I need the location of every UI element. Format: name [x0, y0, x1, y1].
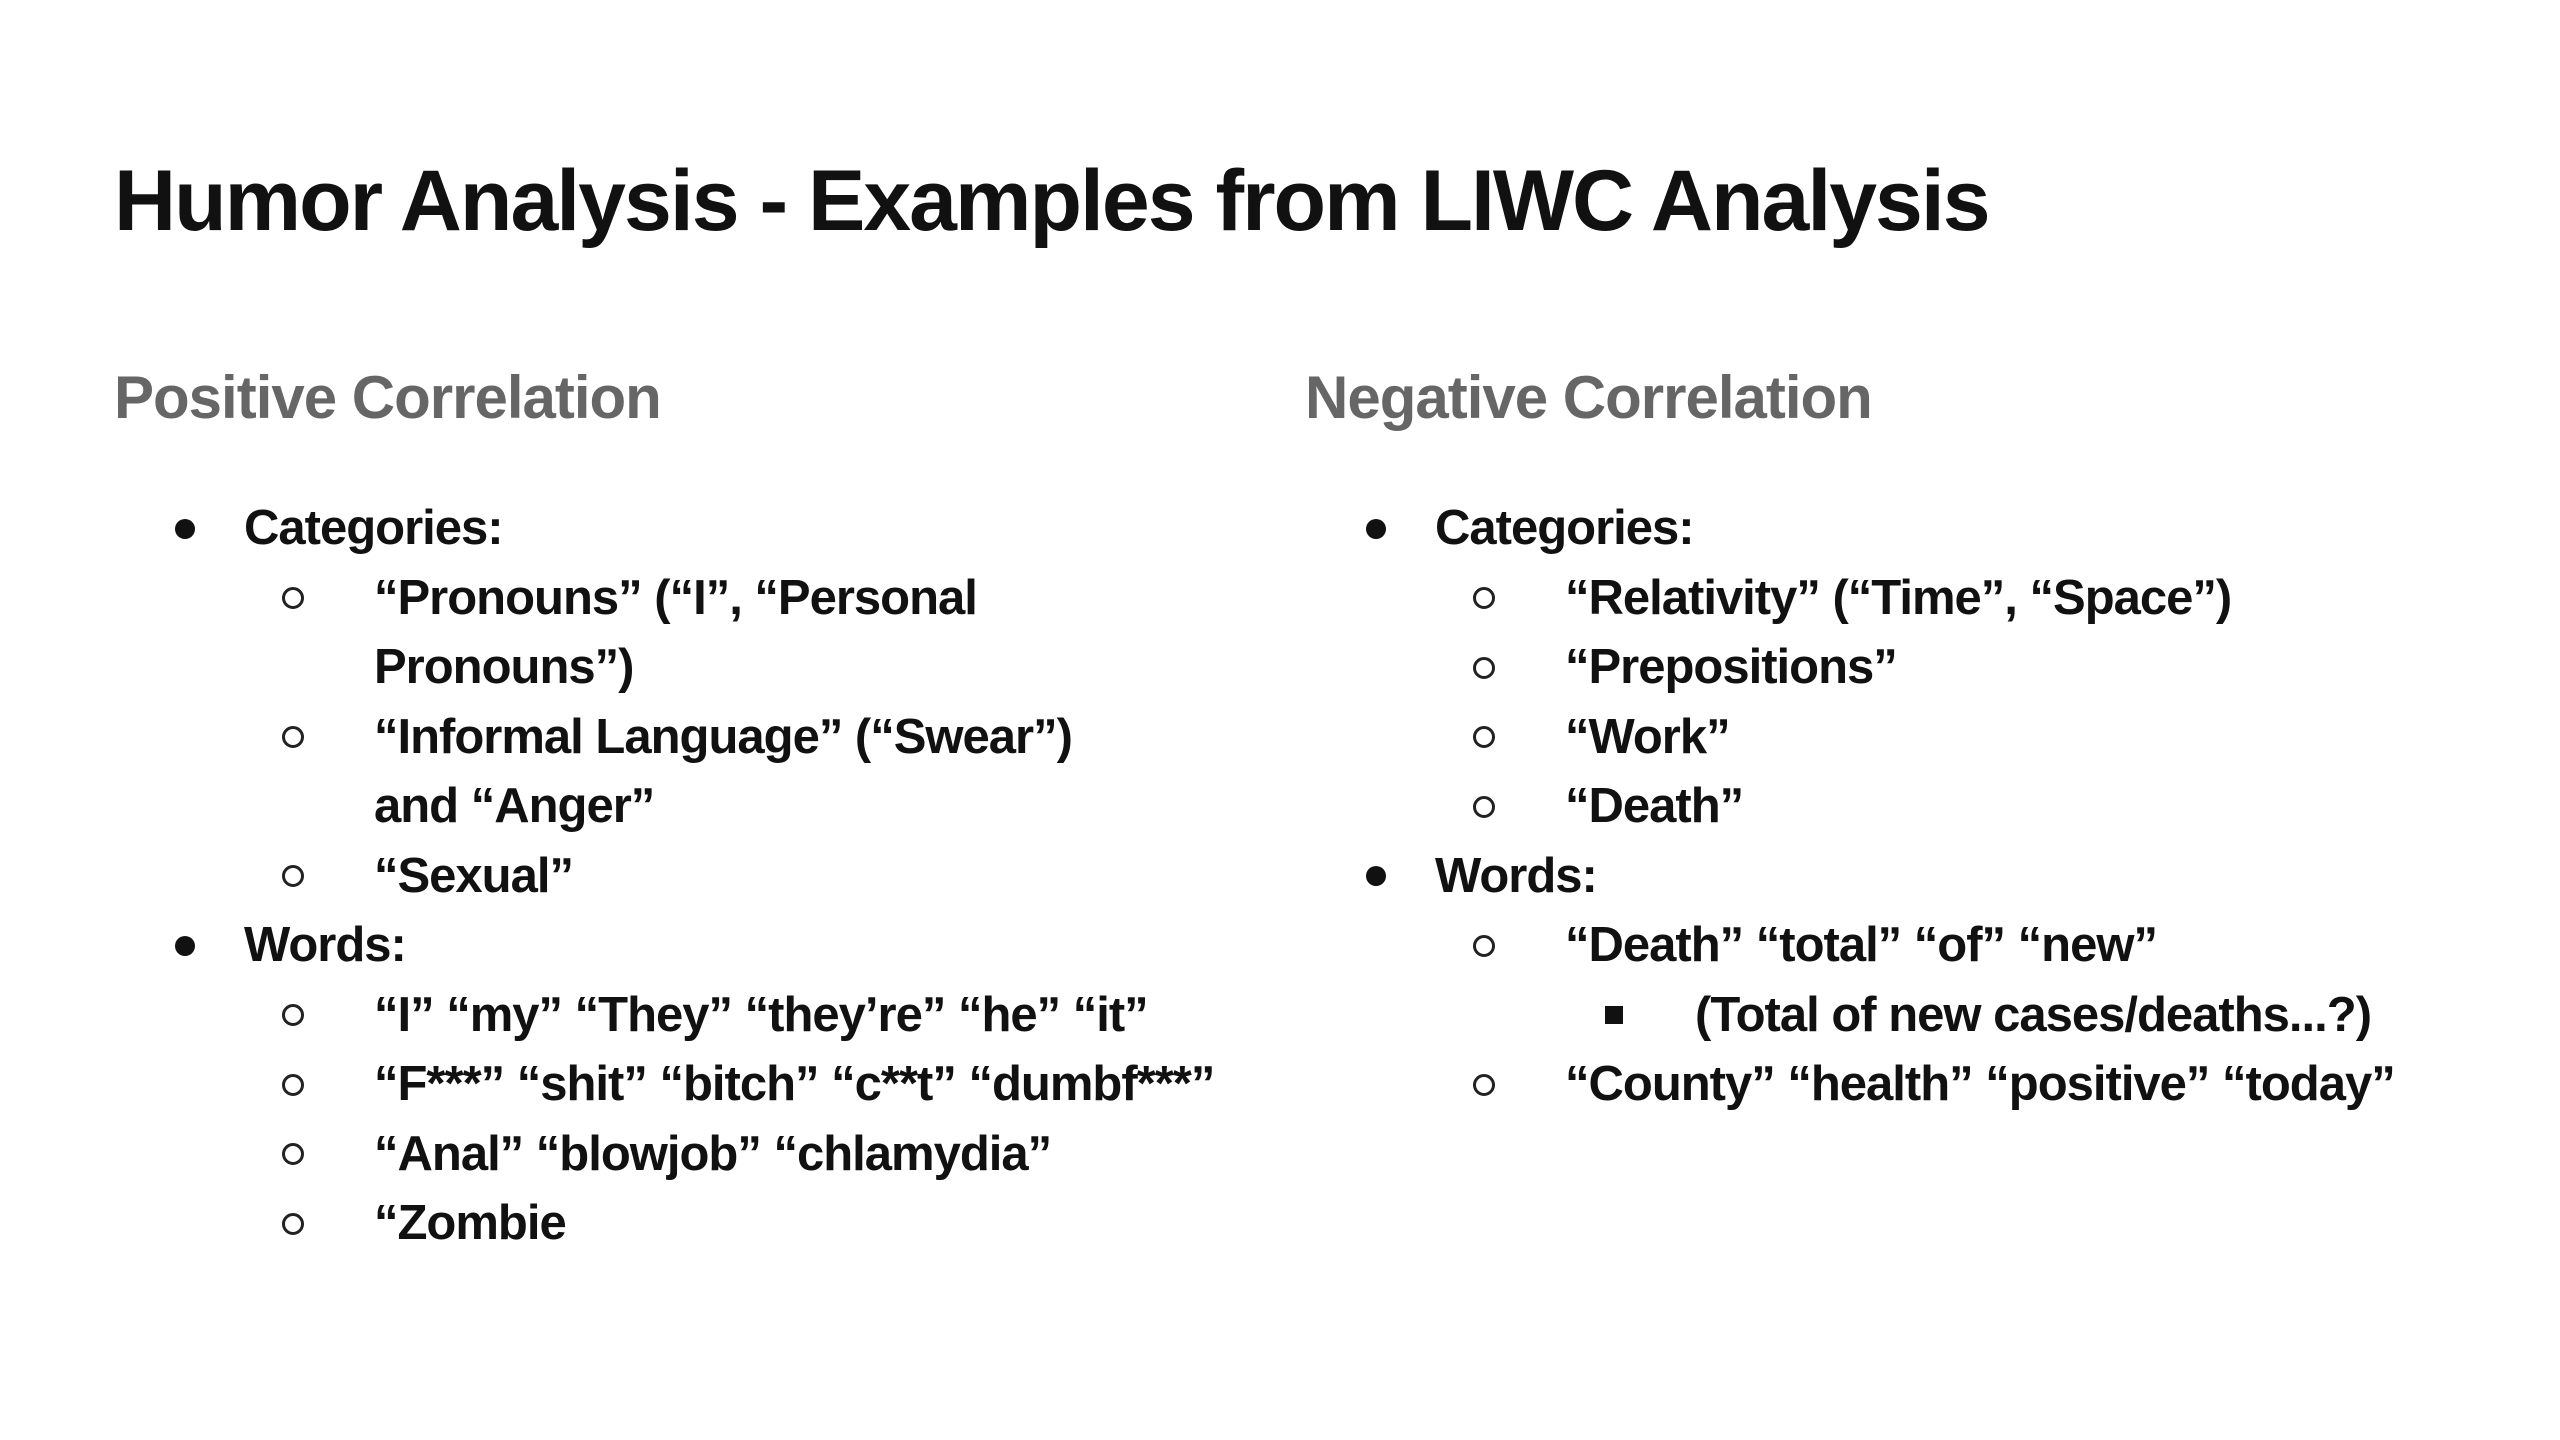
word-text: “F***” “shit” “bitch” “c**t” “dumbf***”	[374, 1057, 1215, 1111]
list-item	[1435, 911, 2465, 1050]
bullet-circle-icon	[1449, 633, 1519, 703]
categories-label: Categories:	[244, 501, 503, 555]
bullet-circle-icon	[258, 1050, 328, 1120]
bullet-circle-icon	[258, 1120, 328, 1190]
list-item	[1435, 564, 2465, 634]
list-item	[244, 1189, 1274, 1259]
bullet-dot-icon	[1341, 494, 1411, 564]
list-item	[244, 1050, 1274, 1120]
positive-categories-list	[244, 564, 1274, 912]
bullet-square-icon	[1579, 981, 1649, 1051]
bullet-circle-icon	[1449, 703, 1519, 773]
category-text: “Relativity” (“Time”, “Space”)	[1565, 570, 2232, 625]
bullet-circle-icon	[1449, 564, 1519, 634]
category-text: “Prepositions”	[1565, 640, 1897, 694]
list-item	[1435, 703, 2465, 773]
list-item	[244, 981, 1274, 1051]
bullet-dot-icon	[150, 494, 220, 564]
positive-correlation-column	[114, 364, 1274, 1259]
words-label: Words:	[244, 918, 406, 972]
list-item	[244, 564, 1274, 703]
bullet-circle-icon	[258, 981, 328, 1051]
negative-correlation-column	[1305, 364, 2465, 1120]
positive-words-list	[244, 981, 1274, 1259]
category-text: “Sexual”	[374, 848, 573, 903]
list-item	[1435, 772, 2465, 842]
categories-label: Categories:	[1435, 501, 1694, 555]
negative-words-sublist	[1565, 981, 2465, 1051]
category-text: “Pronouns” (“I”, “Personal Pronouns”)	[374, 570, 977, 694]
bullet-circle-icon	[1449, 772, 1519, 842]
word-text: “County” “health” “positive” “today”	[1565, 1057, 2395, 1111]
bullet-circle-icon	[1449, 1050, 1519, 1120]
bullet-circle-icon	[258, 564, 328, 634]
word-text: “Zombie	[374, 1196, 566, 1250]
list-item-categories	[1305, 494, 2465, 842]
bullet-dot-icon	[1341, 842, 1411, 912]
bullet-circle-icon	[258, 1189, 328, 1259]
list-item	[244, 703, 1274, 842]
list-item	[1435, 633, 2465, 703]
bullet-dot-icon	[150, 911, 220, 981]
negative-categories-list	[1435, 564, 2465, 842]
words-label: Words:	[1435, 848, 1597, 903]
category-text: “Informal Language” (“Swear”) and “Anger”	[374, 709, 1072, 833]
positive-list	[114, 494, 1274, 1259]
list-item-words	[114, 911, 1274, 1259]
positive-correlation-heading: Positive Correlation	[114, 364, 661, 431]
category-text: “Death”	[1565, 779, 1744, 833]
negative-words-list	[1435, 911, 2465, 1120]
list-item	[244, 1120, 1274, 1190]
word-text: “I” “my” “They” “they’re” “he” “it”	[374, 987, 1148, 1042]
bullet-circle-icon	[258, 842, 328, 912]
list-item	[1565, 981, 2465, 1051]
list-item	[244, 842, 1274, 912]
list-item-categories	[114, 494, 1274, 911]
bullet-circle-icon	[1449, 911, 1519, 981]
negative-correlation-heading: Negative Correlation	[1305, 364, 1872, 431]
list-item-words	[1305, 842, 2465, 1120]
list-item	[1435, 1050, 2465, 1120]
bullet-circle-icon	[258, 703, 328, 773]
word-text: “Death” “total” “of” “new”	[1565, 918, 2157, 972]
word-subnote-text: (Total of new cases/deaths...?)	[1695, 987, 2372, 1042]
negative-list	[1305, 494, 2465, 1120]
category-text: “Work”	[1565, 709, 1730, 764]
word-text: “Anal” “blowjob” “chlamydia”	[374, 1126, 1052, 1181]
slide-title: Humor Analysis - Examples from LIWC Analysis	[114, 153, 1989, 249]
